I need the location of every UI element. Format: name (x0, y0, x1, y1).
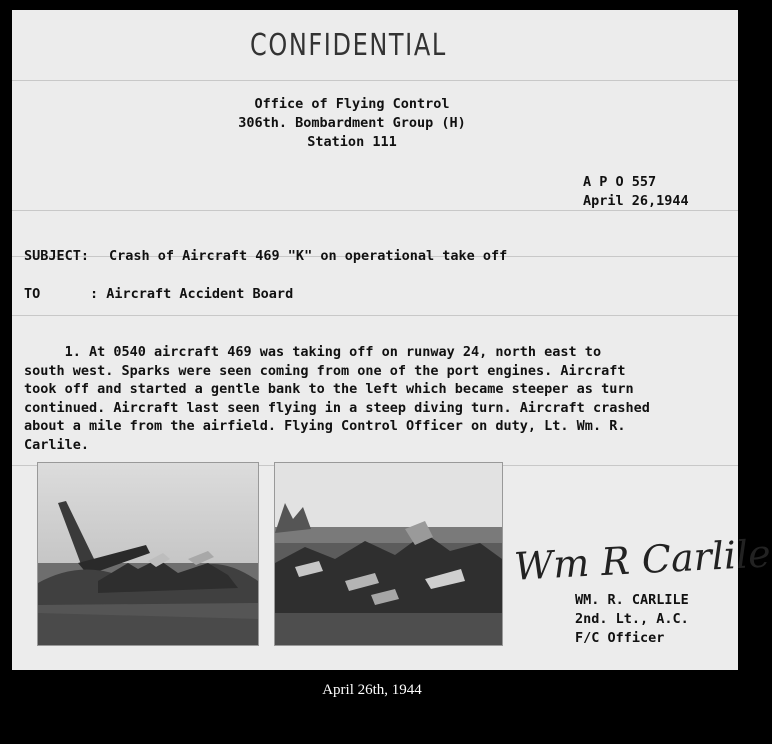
subject-text: Crash of Aircraft 469 "K" on operational take off (109, 248, 508, 264)
signatory-name: WM. R. CARLILE (575, 592, 689, 608)
to-text: : Aircraft Accident Board (90, 286, 294, 302)
header-office: Office of Flying Control (254, 96, 450, 112)
signatory-rank: 2nd. Lt., A.C. (575, 611, 689, 627)
crash-photo-left (37, 462, 259, 646)
crash-photo-right (274, 462, 503, 646)
paragraph-line: 1. At 0540 aircraft 469 was taking off on runway 24, north east to (24, 344, 602, 360)
paragraph-line: continued. Aircraft last seen flying in a steep diving turn. Aircraft crashed (24, 399, 650, 416)
to-label: TO (24, 286, 41, 302)
ruled-line (12, 210, 738, 211)
ruled-line (12, 315, 738, 316)
paragraph-line: Carlile. (24, 436, 90, 453)
body-paragraph (24, 343, 744, 454)
paragraph-line: about a mile from the airfield. Flying Control Officer on duty, Lt. Wm. R. (24, 418, 626, 434)
header-station: Station 111 (307, 134, 397, 150)
paragraph-line: south west. Sparks were seen coming from one of the port engines. Aircraft (24, 362, 626, 379)
apo-number: A P O 557 (583, 174, 657, 190)
document-page (12, 10, 772, 670)
confidential-stamp: CONFIDENTIAL (250, 28, 447, 63)
document-date: April 26,1944 (583, 193, 689, 209)
signatory-title: F/C Officer (575, 630, 665, 646)
handwritten-signature: Wm R Carlile (513, 531, 772, 589)
image-caption: April 26th, 1944 (322, 682, 422, 698)
subject-label: SUBJECT: (24, 248, 90, 264)
ruled-line (12, 80, 738, 81)
paragraph-line: took off and started a gentle bank to the left which became steeper as turn (24, 381, 634, 397)
header-group: 306th. Bombardment Group (H) (238, 115, 466, 131)
